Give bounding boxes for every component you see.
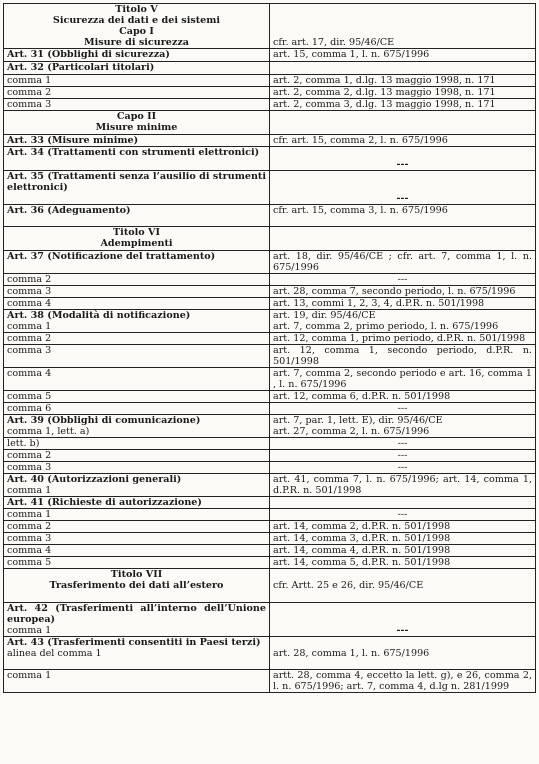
provision-cell [4, 171, 270, 205]
no-correspondence-dash: --- [397, 462, 408, 473]
table-row [4, 135, 536, 147]
paragraph-label: comma 2 [4, 333, 270, 345]
table-row [4, 509, 536, 521]
table-row [4, 298, 536, 310]
table-row [4, 4, 536, 49]
article-title: Art. 31 (Obblighi di sicurezza) [7, 49, 170, 60]
paragraph-label: comma 4 [4, 368, 270, 391]
article-title: Art. 33 (Misure minime) [7, 135, 139, 146]
source-reference: artt. 28, comma 4, eccetto la lett. g), e 26, comma 2, l. n. 675/1996; art. 7, comma 4, d.lg n. 281/1999 [273, 670, 532, 692]
table-row [4, 637, 536, 670]
source-reference: art. 14, comma 4, d.P.R. n. 501/1998 [273, 545, 451, 556]
source-reference-cell [270, 462, 536, 474]
no-correspondence-dash: --- [396, 159, 409, 170]
provision-cell [4, 227, 270, 251]
paragraph-label: comma 2 [4, 521, 270, 533]
table-row [4, 62, 536, 75]
paragraph-label: comma 1 [4, 75, 270, 87]
table-row [4, 147, 536, 171]
heading-line: Titolo VI [113, 227, 160, 238]
source-reference: art. 27, comma 2, l. n. 675/1996 [273, 426, 430, 437]
source-reference: art. 2, comma 2, d.lg. 13 maggio 1998, n. 171 [273, 87, 496, 98]
heading-line: Trasferimento dei dati all’estero [49, 580, 224, 591]
source-reference-cell [270, 450, 536, 462]
provision-cell [4, 251, 270, 274]
source-reference-cell [270, 333, 536, 345]
source-reference: art. 28, comma 1, l. n. 675/1996 [273, 647, 430, 659]
source-reference-cell [270, 670, 536, 693]
heading-line: Capo II [116, 111, 157, 122]
paragraph-label: comma 1 [7, 625, 52, 636]
article-title: Art. 37 (Notificazione del trattamento) [7, 251, 216, 262]
paragraph-label: lett. b) [4, 438, 270, 450]
source-reference: art. 14, comma 3, d.P.R. n. 501/1998 [273, 533, 451, 544]
source-reference: cfr. art. 17, dir. 95/46/CE [273, 37, 395, 48]
table-row [4, 345, 536, 368]
paragraph-label: comma 3 [4, 286, 270, 298]
no-correspondence-dash: --- [397, 274, 408, 285]
source-reference-cell [270, 521, 536, 533]
paragraph-label: comma 1 [7, 485, 52, 496]
source-reference-cell [270, 474, 536, 497]
paragraph-label: comma 2 [4, 450, 270, 462]
table-row [4, 75, 536, 87]
source-reference: art. 14, comma 5, d.P.R. n. 501/1998 [273, 557, 451, 568]
table-row [4, 545, 536, 557]
paragraph-label: comma 4 [4, 298, 270, 310]
source-reference-cell [270, 99, 536, 111]
no-correspondence-dash: --- [397, 450, 408, 461]
table-row [4, 670, 536, 693]
table-row [4, 474, 536, 497]
paragraph-label: comma 2 [4, 274, 270, 286]
paragraph-label: comma 4 [4, 545, 270, 557]
paragraph-label: comma 1, lett. a) [7, 426, 90, 437]
provision-cell [4, 4, 270, 49]
heading-line: Adempimenti [100, 238, 173, 249]
no-correspondence-dash: --- [396, 193, 409, 204]
source-reference-cell [270, 415, 536, 438]
provision-cell [4, 637, 270, 670]
source-reference-cell [270, 4, 536, 49]
heading-line: Titolo V [115, 4, 158, 15]
paragraph-label: comma 3 [4, 533, 270, 545]
provision-cell [4, 415, 270, 438]
paragraph-label: comma 2 [4, 87, 270, 99]
table-row [4, 286, 536, 298]
table-row [4, 310, 536, 333]
source-reference-cell [270, 135, 536, 147]
source-reference: cfr. Artt. 25 e 26, dir. 95/46/CE [273, 580, 424, 591]
article-title: Art. 39 (Obblighi di comunicazione) [7, 415, 201, 426]
source-reference-cell [270, 557, 536, 569]
source-reference: art. 2, comma 1, d.lg. 13 maggio 1998, n. 171 [273, 75, 496, 86]
source-reference-cell [270, 286, 536, 298]
table-row [4, 391, 536, 403]
source-reference: art. 19, dir. 95/46/CE [273, 310, 376, 321]
provision-cell [4, 310, 270, 333]
concordance-table [3, 3, 536, 693]
source-reference-cell [270, 391, 536, 403]
table-row [4, 274, 536, 286]
source-reference-cell [270, 298, 536, 310]
provision-cell [4, 147, 270, 171]
source-reference: art. 15, comma 1, l. n. 675/1996 [273, 49, 430, 60]
table-row [4, 227, 536, 251]
no-correspondence-dash: --- [397, 403, 408, 414]
source-reference-cell [270, 251, 536, 274]
source-reference-cell [270, 62, 536, 75]
table-row [4, 99, 536, 111]
table-row [4, 569, 536, 603]
table-row [4, 368, 536, 391]
table-row [4, 450, 536, 462]
table-row [4, 49, 536, 62]
source-reference: art. 12, comma 1, secondo periodo, d.P.R. n. 501/1998 [273, 345, 532, 367]
provision-cell [4, 62, 270, 75]
source-reference-cell [270, 310, 536, 333]
provision-cell [4, 205, 270, 227]
article-title: Art. 35 (Trattamenti senza l’ausilio di strumenti elettronici) [7, 171, 266, 193]
provision-cell [4, 135, 270, 147]
source-reference-cell [270, 345, 536, 368]
source-reference: art. 41, comma 7, l. n. 675/1996; art. 14, comma 1, d.P.R. n. 501/1998 [273, 474, 532, 496]
no-correspondence-dash: --- [396, 625, 409, 636]
paragraph-label: comma 3 [4, 462, 270, 474]
article-title: Art. 43 (Trasferimenti consentiti in Paesi terzi) [7, 637, 261, 648]
no-correspondence-dash: --- [397, 438, 408, 449]
paragraph-label: comma 5 [4, 391, 270, 403]
article-title: Art. 32 (Particolari titolari) [7, 62, 155, 73]
provision-cell [4, 497, 270, 509]
heading-line: Capo I [119, 26, 154, 37]
source-reference: art. 12, comma 6, d.P.R. n. 501/1998 [273, 391, 451, 402]
table-row [4, 497, 536, 509]
provision-cell [4, 603, 270, 637]
source-reference: art. 7, comma 2, secondo periodo e art. 16, comma 1 , l. n. 675/1996 [273, 368, 532, 390]
article-title: Art. 36 (Adeguamento) [7, 205, 131, 216]
provision-cell [4, 111, 270, 135]
source-reference: cfr. art. 15, comma 3, l. n. 675/1996 [273, 205, 448, 216]
source-reference: art. 13, commi 1, 2, 3, 4, d.P.R. n. 501/1998 [273, 298, 485, 309]
table-row [4, 533, 536, 545]
article-title: Art. 38 (Modalità di notificazione) [7, 310, 191, 321]
table-row [4, 87, 536, 99]
source-reference-cell [270, 603, 536, 637]
source-reference-cell [270, 637, 536, 670]
paragraph-label: alinea del comma 1 [7, 648, 102, 659]
provision-cell [4, 49, 270, 62]
source-reference-cell [270, 533, 536, 545]
source-reference-cell [270, 497, 536, 509]
source-reference-cell [270, 87, 536, 99]
paragraph-label: comma 3 [4, 99, 270, 111]
source-reference-cell [270, 403, 536, 415]
table-row [4, 557, 536, 569]
provision-cell [4, 474, 270, 497]
table-row [4, 462, 536, 474]
heading-line: Sicurezza dei dati e dei sistemi [52, 15, 221, 26]
source-reference-cell [270, 569, 536, 603]
source-reference-cell [270, 509, 536, 521]
source-reference: art. 2, comma 3, d.lg. 13 maggio 1998, n. 171 [273, 99, 496, 110]
source-reference-cell [270, 171, 536, 205]
source-reference-cell [270, 368, 536, 391]
source-reference: art. 12, comma 1, primo periodo, d.P.R. n. 501/1998 [273, 333, 526, 344]
article-title: Art. 42 (Trasferimenti all’interno dell’Unione europea) [7, 603, 266, 625]
source-reference-cell [270, 147, 536, 171]
table-row [4, 438, 536, 450]
source-reference: art. 7, par. 1, lett. E), dir. 95/46/CE [273, 415, 443, 426]
source-reference-cell [270, 49, 536, 62]
table-row [4, 415, 536, 438]
article-title: Art. 40 (Autorizzazioni generali) [7, 474, 182, 485]
concordance-table-body [4, 4, 536, 693]
source-reference: cfr. art. 15, comma 2, l. n. 675/1996 [273, 135, 448, 146]
paragraph-label: comma 6 [4, 403, 270, 415]
paragraph-label: comma 3 [4, 345, 270, 368]
article-title: Art. 34 (Trattamenti con strumenti elettronici) [7, 147, 260, 158]
table-row [4, 251, 536, 274]
source-reference-cell [270, 438, 536, 450]
source-reference-cell [270, 205, 536, 227]
no-correspondence-dash: --- [397, 509, 408, 520]
paragraph-label: comma 1 [4, 670, 270, 693]
source-reference-cell [270, 111, 536, 135]
source-reference: art. 7, comma 2, primo periodo, l. n. 675/1996 [273, 321, 499, 332]
table-row [4, 171, 536, 205]
heading-line: Misure di sicurezza [84, 37, 189, 48]
source-reference-cell [270, 274, 536, 286]
source-reference: art. 18, dir. 95/46/CE ; cfr. art. 7, comma 1, l. n. 675/1996 [273, 251, 532, 273]
source-reference-cell [270, 75, 536, 87]
table-row [4, 403, 536, 415]
heading-line: Titolo VII [110, 569, 163, 580]
source-reference-cell [270, 545, 536, 557]
table-row [4, 111, 536, 135]
source-reference-cell [270, 227, 536, 251]
table-row [4, 333, 536, 345]
source-reference: art. 28, comma 7, secondo periodo, l. n. 675/1996 [273, 286, 516, 297]
table-row [4, 205, 536, 227]
heading-line: Misure minime [95, 122, 178, 133]
table-row [4, 521, 536, 533]
paragraph-label: comma 5 [4, 557, 270, 569]
source-reference: art. 14, comma 2, d.P.R. n. 501/1998 [273, 521, 451, 532]
paragraph-label: comma 1 [7, 321, 52, 332]
article-title: Art. 41 (Richieste di autorizzazione) [7, 497, 202, 508]
paragraph-label: comma 1 [4, 509, 270, 521]
table-row [4, 603, 536, 637]
provision-cell [4, 569, 270, 603]
